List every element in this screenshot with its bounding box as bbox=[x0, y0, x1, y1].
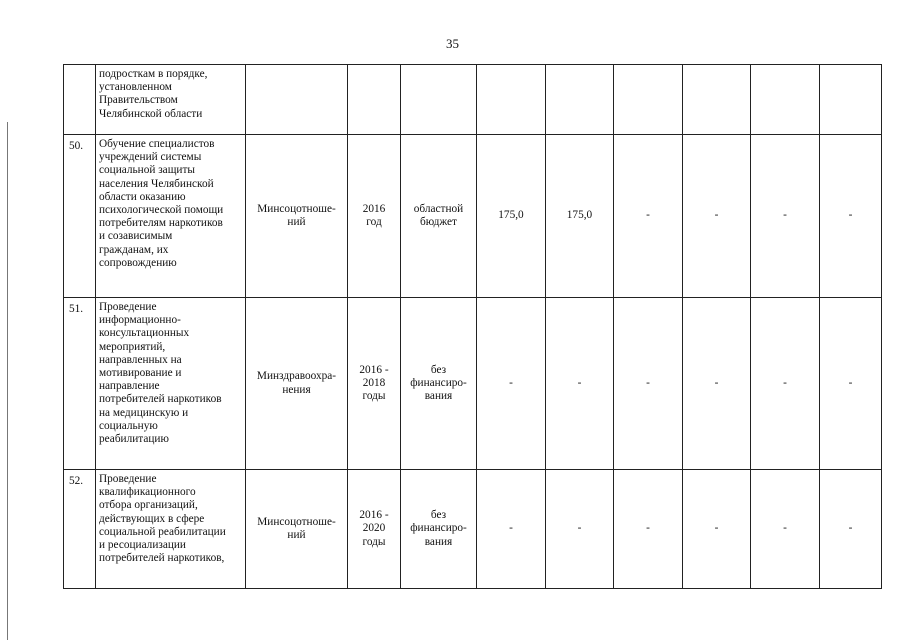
source-line: вания bbox=[424, 535, 453, 548]
period-line: 2016 bbox=[362, 202, 386, 215]
value-cell: - bbox=[614, 470, 683, 589]
value-cell: - bbox=[683, 298, 751, 470]
desc-line: социальной реабилитации bbox=[99, 525, 226, 538]
period-line: годы bbox=[362, 535, 386, 548]
desc-line: мероприятий, bbox=[99, 340, 166, 353]
source-line: без bbox=[430, 363, 447, 376]
value-cell: - bbox=[477, 470, 546, 589]
row-number-cell: 50. bbox=[64, 135, 96, 298]
desc-line: Правительством bbox=[99, 94, 178, 107]
executor-cell bbox=[246, 65, 348, 135]
description-cell bbox=[96, 135, 246, 298]
value-cell: - bbox=[477, 298, 546, 470]
executor-line: Минсоцотноше- bbox=[257, 515, 336, 528]
desc-line: потребителям наркотиков bbox=[99, 217, 223, 230]
period-line: год bbox=[366, 216, 382, 228]
desc-line: Челябинской области bbox=[99, 107, 203, 120]
table-row bbox=[64, 65, 882, 135]
desc-line: Проведение bbox=[99, 301, 157, 313]
source-line: вания bbox=[424, 390, 453, 403]
funding-source-cell bbox=[401, 135, 477, 298]
desc-line: отбора организаций, bbox=[99, 499, 198, 512]
value-cell: 175,0 bbox=[546, 135, 614, 298]
desc-line: консультационных bbox=[99, 327, 190, 340]
executor-line: Минздравоохра- bbox=[256, 370, 337, 383]
desc-line: гражданам, их bbox=[99, 243, 169, 256]
source-line: финансиро- bbox=[410, 522, 467, 535]
value-cell bbox=[546, 65, 614, 135]
value-cell bbox=[751, 65, 820, 135]
desc-line: направленных на bbox=[99, 353, 182, 366]
executor-line: ний bbox=[287, 529, 306, 541]
desc-line: потребителей наркотиков bbox=[99, 393, 222, 406]
period-line: 2020 bbox=[362, 522, 386, 535]
executor-line: Минсоцотноше- bbox=[257, 202, 336, 215]
value-cell: - bbox=[751, 470, 820, 589]
page-number: 35 bbox=[446, 36, 459, 51]
desc-line: населения Челябинской bbox=[99, 177, 214, 190]
value-cell: 175,0 bbox=[477, 135, 546, 298]
value-cell bbox=[614, 65, 683, 135]
period-cell bbox=[348, 298, 401, 470]
source-line: без bbox=[430, 509, 447, 522]
desc-line: подросткам в порядке, bbox=[99, 68, 208, 80]
table-row bbox=[64, 135, 882, 298]
executor-line: нения bbox=[282, 383, 311, 396]
margin-rule bbox=[7, 122, 8, 640]
table-row bbox=[64, 470, 882, 589]
value-cell bbox=[683, 65, 751, 135]
desc-line: потребителей наркотиков, bbox=[99, 552, 225, 565]
description-cell bbox=[96, 298, 246, 470]
value-cell: - bbox=[546, 470, 614, 589]
period-cell bbox=[348, 65, 401, 135]
value-cell bbox=[477, 65, 546, 135]
desc-line: социальной защиты bbox=[99, 164, 195, 177]
period-line: 2016 - bbox=[359, 363, 389, 376]
period-line: годы bbox=[362, 390, 386, 403]
period-cell bbox=[348, 135, 401, 298]
desc-line: психологической помощи bbox=[99, 204, 224, 217]
desc-line: информационно- bbox=[99, 314, 181, 327]
value-cell bbox=[820, 65, 882, 135]
value-cell: - bbox=[751, 298, 820, 470]
measures-table bbox=[63, 64, 882, 589]
executor-line: ний bbox=[287, 216, 306, 228]
funding-source-cell bbox=[401, 298, 477, 470]
source-line: бюджет bbox=[420, 216, 457, 228]
desc-line: направление bbox=[99, 380, 160, 393]
desc-line: Проведение bbox=[99, 473, 157, 485]
value-cell: - bbox=[820, 470, 882, 589]
desc-line: на медицинскую и bbox=[99, 406, 189, 419]
period-cell bbox=[348, 470, 401, 589]
desc-line: действующих в сфере bbox=[99, 512, 205, 525]
desc-line: сопровождению bbox=[99, 256, 177, 269]
row-number-cell: 52. bbox=[64, 470, 96, 589]
executor-cell bbox=[246, 470, 348, 589]
desc-line: и созависимым bbox=[99, 230, 173, 243]
source-line: финансиро- bbox=[410, 376, 467, 389]
value-cell: - bbox=[614, 298, 683, 470]
value-cell: - bbox=[820, 135, 882, 298]
desc-line: и ресоциализации bbox=[99, 539, 186, 552]
desc-line: учреждений системы bbox=[99, 151, 202, 164]
description-cell bbox=[96, 65, 246, 135]
value-cell: - bbox=[614, 135, 683, 298]
row-number-cell: 51. bbox=[64, 298, 96, 470]
executor-cell bbox=[246, 135, 348, 298]
source-line: областной bbox=[413, 202, 464, 215]
table-row bbox=[64, 298, 882, 470]
period-line: 2016 - bbox=[359, 509, 389, 522]
desc-line: мотивирование и bbox=[99, 367, 182, 380]
row-number-cell bbox=[64, 65, 96, 135]
desc-line: квалификационного bbox=[99, 486, 196, 499]
executor-cell bbox=[246, 298, 348, 470]
value-cell: - bbox=[751, 135, 820, 298]
desc-line: Обучение специалистов bbox=[99, 138, 215, 150]
period-line: 2018 bbox=[362, 376, 386, 389]
value-cell: - bbox=[546, 298, 614, 470]
desc-line: реабилитацию bbox=[99, 433, 169, 446]
description-cell bbox=[96, 470, 246, 589]
desc-line: установленном bbox=[99, 81, 172, 94]
desc-line: социальную bbox=[99, 419, 158, 432]
desc-line: области оказанию bbox=[99, 190, 186, 203]
value-cell: - bbox=[820, 298, 882, 470]
value-cell: - bbox=[683, 135, 751, 298]
funding-source-cell bbox=[401, 65, 477, 135]
funding-source-cell bbox=[401, 470, 477, 589]
value-cell: - bbox=[683, 470, 751, 589]
